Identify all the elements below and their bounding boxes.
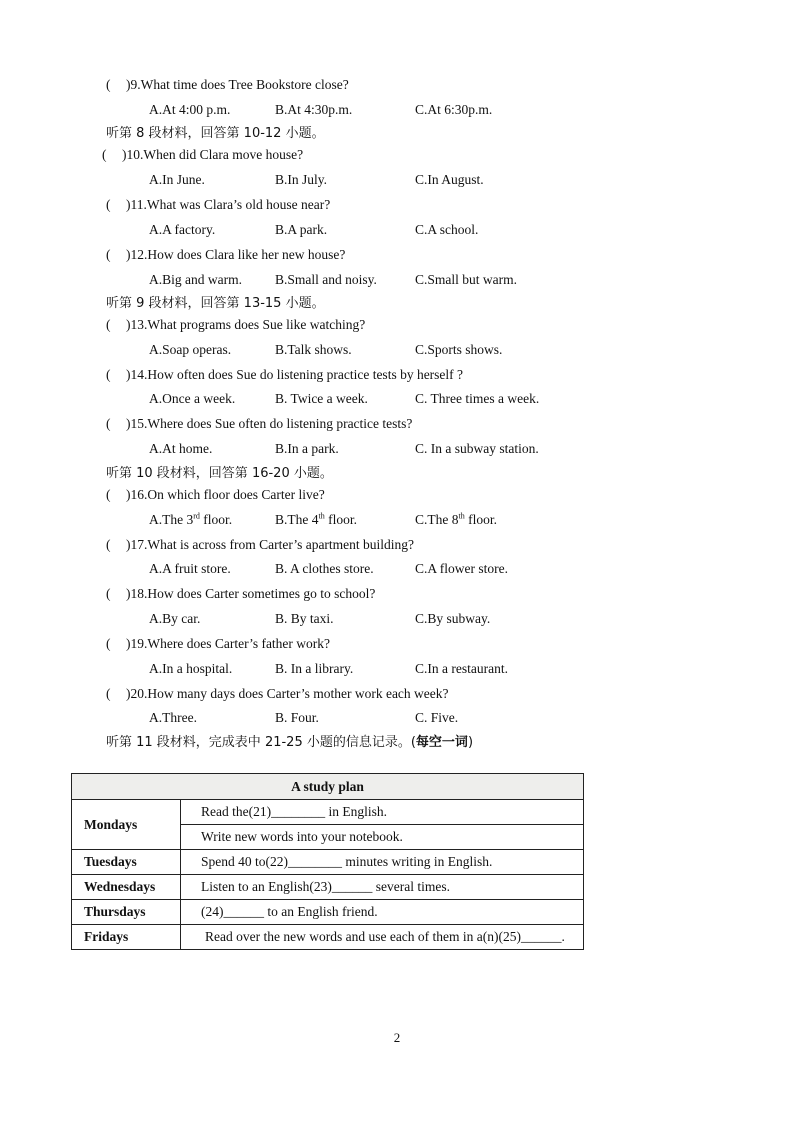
question-18 (106, 586, 375, 602)
table-row (72, 875, 584, 900)
answer-paren: ( (106, 487, 111, 502)
option-a: A.In June. (149, 172, 205, 187)
option-a: A.A factory. (149, 222, 216, 237)
option-c: C. Five. (415, 710, 459, 725)
question-11 (106, 197, 330, 213)
section-instruction: 听第 11 段材料，完成表中 21-25 小题的信息记录。( (106, 735, 416, 750)
answer-paren: ( (106, 77, 111, 92)
section-close-paren: ) (467, 735, 474, 750)
option-a: A.At home. (149, 441, 213, 456)
option-c: C. In a subway station. (415, 441, 539, 456)
option-c: C.A school. (415, 222, 479, 237)
question-stem: )16.On which floor does Carter live? (126, 487, 325, 502)
day-cell: Thursdays (72, 900, 181, 925)
option-b (275, 512, 357, 528)
task-cell: (24)______ to an English friend. (181, 900, 584, 925)
option-b: B. Twice a week. (275, 391, 368, 406)
table-row (72, 900, 584, 925)
option-b: B. Four. (275, 710, 319, 725)
option-c: C.In August. (415, 172, 484, 187)
answer-paren: ( (106, 247, 111, 262)
question-stem: )9.What time does Tree Bookstore close? (126, 77, 349, 92)
option-b-text: B.The 4 (275, 512, 319, 527)
option-a-text: A.The 3 (149, 512, 194, 527)
answer-paren: ( (106, 317, 111, 332)
question-16 (106, 487, 325, 503)
option-b: B.Small and noisy. (275, 272, 377, 287)
question-stem: )20.How many days does Carter’s mother work each week? (126, 686, 449, 701)
day-cell: Wednesdays (72, 875, 181, 900)
question-15 (106, 416, 412, 432)
option-b: B.In a park. (275, 441, 339, 456)
day-cell: Tuesdays (72, 850, 181, 875)
section-heading-10: 听第 10 段材料，回答第 16-20 小题。 (106, 466, 333, 481)
task-cell: Read over the new words and use each of them in a(n)(25)______. (181, 925, 584, 950)
answer-paren: ( (106, 367, 111, 382)
table-row (72, 925, 584, 950)
option-b: B.In July. (275, 172, 328, 187)
task-cell: Write new words into your notebook. (181, 825, 584, 850)
question-stem: )12.How does Clara like her new house? (126, 247, 346, 262)
option-c: C.In a restaurant. (415, 661, 508, 676)
question-10 (102, 147, 303, 163)
option-b: B. By taxi. (275, 611, 334, 626)
page-number: 2 (393, 1030, 401, 1045)
task-cell: Spend 40 to(22)________ minutes writing in English. (181, 850, 584, 875)
option-a: A.Big and warm. (149, 272, 242, 287)
option-b: B.A park. (275, 222, 328, 237)
option-a: A.At 4:00 p.m. (149, 102, 231, 117)
option-c: C.At 6:30p.m. (415, 102, 493, 117)
option-a-tail: floor. (199, 512, 233, 527)
option-c-tail: floor. (464, 512, 497, 527)
section-heading-8: 听第 8 段材料，回答第 10-12 小题。 (106, 126, 325, 141)
day-cell: Mondays (72, 800, 181, 850)
day-cell: Fridays (72, 925, 181, 950)
answer-paren: ( (106, 197, 111, 212)
question-stem: )19.Where does Carter’s father work? (126, 636, 331, 651)
option-a (149, 512, 232, 528)
option-c: C. Three times a week. (415, 391, 540, 406)
question-stem: )14.How often does Sue do listening practice tests by herself ? (126, 367, 464, 382)
answer-paren: ( (102, 147, 107, 162)
option-b: B.Talk shows. (275, 342, 352, 357)
option-c: C.Sports shows. (415, 342, 503, 357)
question-stem: )18.How does Carter sometimes go to school? (126, 586, 376, 601)
option-c (415, 512, 497, 528)
option-c: C.Small but warm. (415, 272, 517, 287)
section-heading-9: 听第 9 段材料，回答第 13-15 小题。 (106, 296, 325, 311)
option-b: B. A clothes store. (275, 561, 374, 576)
ordinal-suffix: rd (193, 511, 200, 521)
study-plan-table (71, 773, 584, 950)
answer-paren: ( (106, 686, 111, 701)
option-a: A.Three. (149, 710, 197, 725)
section-note-bold: 每空一词 (415, 735, 468, 750)
option-b: B. In a library. (275, 661, 354, 676)
question-17 (106, 537, 414, 553)
table-row (72, 850, 584, 875)
table-row (72, 800, 584, 825)
option-a: A.Once a week. (149, 391, 236, 406)
ordinal-suffix: th (458, 511, 465, 521)
task-cell: Listen to an English(23)______ several times. (181, 875, 584, 900)
question-14 (106, 367, 463, 383)
ordinal-suffix: th (318, 511, 325, 521)
option-c: C.By subway. (415, 611, 491, 626)
option-a: A.A fruit store. (149, 561, 231, 576)
answer-paren: ( (106, 416, 111, 431)
answer-paren: ( (106, 586, 111, 601)
question-stem: )13.What programs does Sue like watching? (126, 317, 366, 332)
question-stem: )10.When did Clara move house? (122, 147, 304, 162)
option-c-text: C.The 8 (415, 512, 459, 527)
question-stem: )15.Where does Sue often do listening practice tests? (126, 416, 413, 431)
option-b: B.At 4:30p.m. (275, 102, 353, 117)
answer-paren: ( (106, 636, 111, 651)
option-c: C.A flower store. (415, 561, 508, 576)
table-header-row (72, 774, 584, 800)
question-20 (106, 686, 449, 702)
section-heading-11 (106, 735, 473, 751)
task-cell: Read the(21)________ in English. (181, 800, 584, 825)
answer-paren: ( (106, 537, 111, 552)
question-stem: )11.What was Clara’s old house near? (126, 197, 331, 212)
question-12 (106, 247, 345, 263)
question-9 (106, 77, 349, 93)
question-13 (106, 317, 365, 333)
option-b-tail: floor. (324, 512, 357, 527)
table-title: A study plan (72, 774, 584, 800)
question-stem: )17.What is across from Carter’s apartment building? (126, 537, 415, 552)
option-a: A.Soap operas. (149, 342, 232, 357)
question-19 (106, 636, 330, 652)
option-a: A.By car. (149, 611, 201, 626)
option-a: A.In a hospital. (149, 661, 233, 676)
